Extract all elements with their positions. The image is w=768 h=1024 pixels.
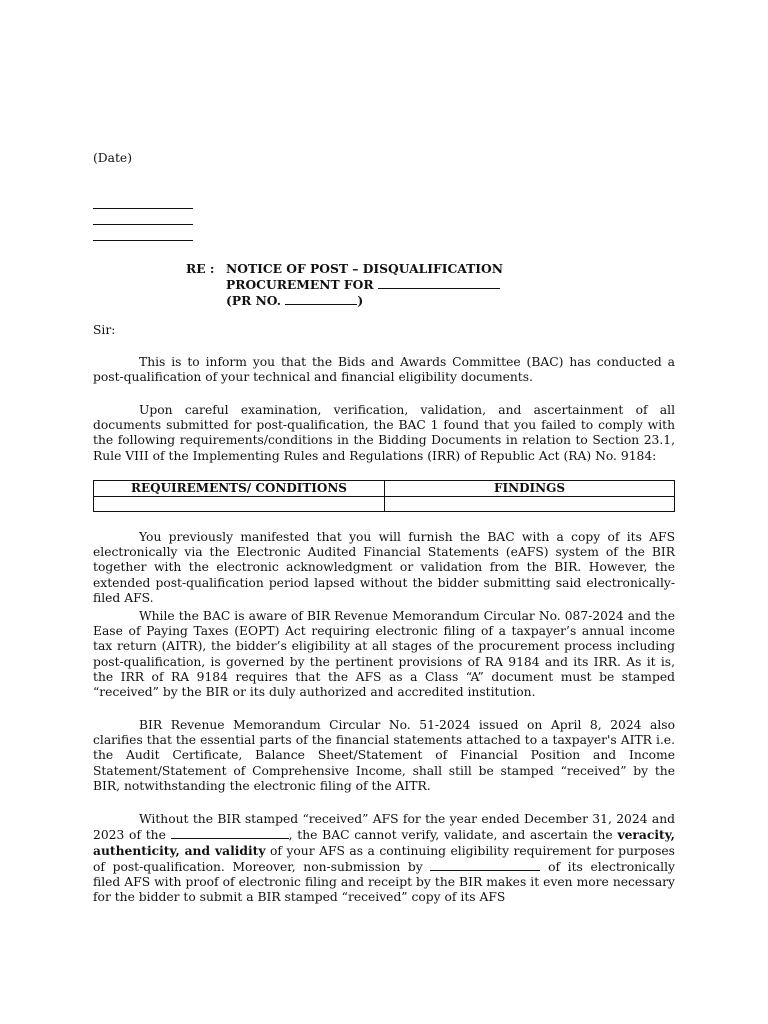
paragraph-6-part-c: of your AFS as a continuing eligibility requirement for purposes of post-qualification. Moreover, non-submission by [93, 844, 675, 874]
paragraph-6-part-a: Without the BIR stamped “received” AFS for the year ended December 31, 2024 and 2023 of the [93, 812, 675, 843]
paragraph-2: Upon careful examination, verification, validation, and ascertainment of all documents submitted for post-qualification, the BAC 1 found that you failed to comply with the following requirements/conditions in the Bidding Documents in relation to Section 23.1, Rule VIII of the Implementing Rules and Regulations (IRR) of Republic Act (RA) No. 9184: [93, 403, 675, 463]
paragraph-4: While the BAC is aware of BIR Revenue Memorandum Circular No. 087-2024 and the Ease of Paying Taxes (EOPT) Act requiring electronic filing of a taxpayer’s annual income tax return (AITR), the bidder’s eligibility at all stages of the procurement process including post-qualification, is governed by the pertinent provisions of RA 9184 and its IRR. As it is, the IRR of RA 9184 requires that the AFS as a Class “A” document must be stamped “received” by the BIR or its duly authorized and accredited institution. [93, 609, 675, 700]
bidder-name-blank-2 [430, 860, 540, 871]
table-header-requirements: REQUIREMENTS/ CONDITIONS [94, 481, 385, 497]
salutation: Sir: [93, 323, 116, 337]
subject-line-3 [226, 293, 503, 309]
addressee-line-3 [93, 240, 193, 241]
pr-no-blank [285, 293, 357, 305]
subject-lines [226, 261, 503, 309]
pr-no-close: ) [357, 293, 364, 308]
paragraph-3: You previously manifested that you will furnish the BAC with a copy of its AFS electronically via the Electronic Audited Financial Statements (eAFS) system of the BIR together with the electronic acknowledgment or validation from the BIR. However, the extended post-qualification period lapsed without the bidder submitting said electronically-filed AFS. [93, 530, 675, 605]
table-header-findings: FINDINGS [385, 481, 675, 497]
table-header-row [94, 481, 675, 497]
table-cell-finding [385, 497, 675, 512]
letter-page [93, 0, 675, 1024]
paragraph-5: BIR Revenue Memorandum Circular No. 51-2024 issued on April 8, 2024 also clarifies that the essential parts of the financial statements attached to a taxpayer's AITR i.e. the Audit Certificate, Balance Sheet/Statement of Financial Position and Income Statement/Statement of Comprehensive Income, shall still be stamped “received” by the BIR, notwithstanding the electronic filing of the AITR. [93, 718, 675, 793]
addressee-line-2 [93, 224, 193, 225]
requirements-table [93, 480, 675, 512]
subject-line-2 [226, 277, 503, 293]
pr-no-label: (PR NO. [226, 293, 282, 308]
date-line: (Date) [93, 151, 133, 165]
table-row [94, 497, 675, 512]
subject-line-1: NOTICE OF POST – DISQUALIFICATION [226, 261, 504, 276]
subject-label: RE : [186, 261, 215, 276]
subject-procurement-label: PROCUREMENT FOR [226, 277, 374, 292]
addressee-line-1 [93, 208, 193, 209]
paragraph-6-part-b: , the BAC cannot verify, validate, and ascertain the [288, 828, 613, 843]
bidder-name-blank-1 [171, 828, 289, 839]
paragraph-1: This is to inform you that the Bids and Awards Committee (BAC) has conducted a post-qualification of your technical and financial eligibility documents. [93, 355, 675, 385]
paragraph-6 [93, 812, 675, 905]
procurement-blank [378, 277, 500, 289]
paragraph-6-part-d: of its electronically filed AFS with proof of electronic filing and receipt by the BIR makes it even more necessary for the bidder to submit a BIR stamped “received” copy of its AFS [93, 859, 675, 905]
table-cell-requirement [94, 497, 385, 512]
paragraph-6-bold: veracity, authenticity, and validity [93, 827, 675, 859]
